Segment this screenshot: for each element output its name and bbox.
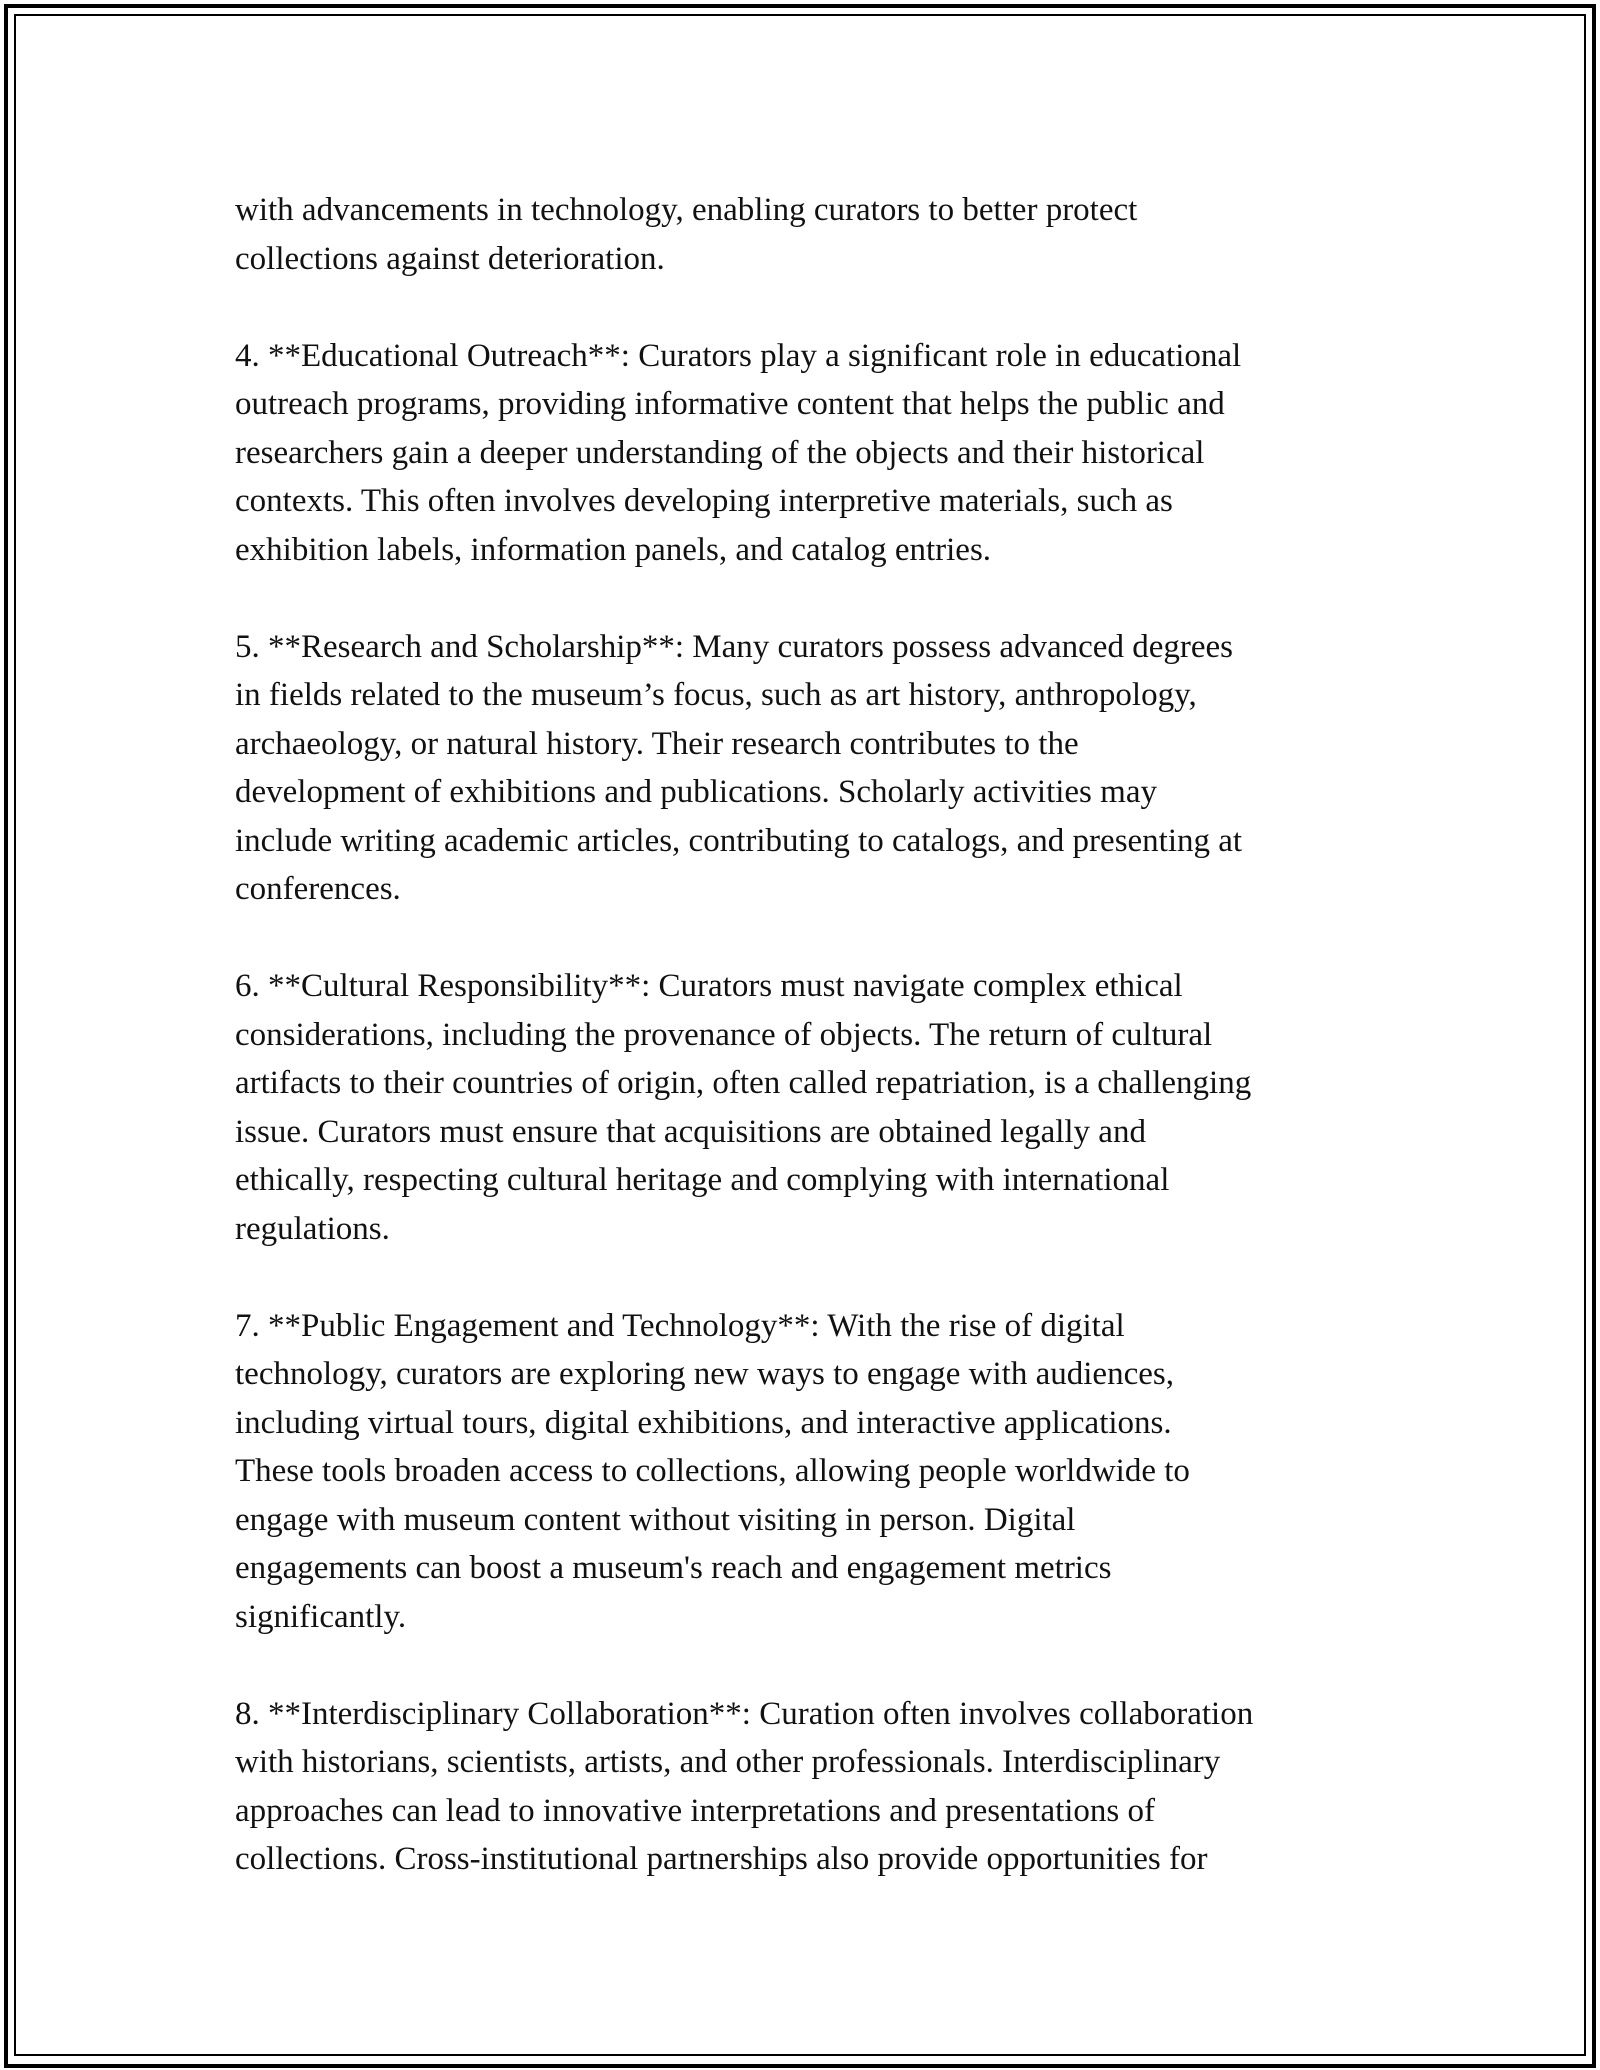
text-line: approaches can lead to innovative interpretations and presentations of bbox=[235, 1792, 1156, 1829]
text-line: artifacts to their countries of origin, often called repatriation, is a challenging bbox=[235, 1065, 1252, 1101]
text-line: 5. **Research and Scholarship**: Many curators possess advanced degrees bbox=[235, 628, 1233, 665]
text-line: contexts. This often involves developing interpretive materials, such as bbox=[235, 483, 1173, 519]
text-line: including virtual tours, digital exhibitions, and interactive applications. bbox=[235, 1404, 1172, 1441]
document-body bbox=[235, 186, 1385, 1884]
text-line: 6. **Cultural Responsibility**: Curators must navigate complex ethical bbox=[235, 968, 1183, 1004]
text-line: considerations, including the provenance of objects. The return of cultural bbox=[235, 1016, 1213, 1053]
text-line: with advancements in technology, enabling curators to better protect bbox=[235, 192, 1138, 228]
text-line: researchers gain a deeper understanding of the objects and their historical bbox=[235, 434, 1205, 471]
text-line: engagements can boost a museum's reach and engagement metrics bbox=[235, 1550, 1112, 1586]
text-line: conferences. bbox=[235, 871, 401, 907]
text-line: include writing academic articles, contributing to catalogs, and presenting at bbox=[235, 822, 1243, 859]
paragraph-cultural-responsibility bbox=[235, 962, 1385, 1253]
paragraph-interdisciplinary-collaboration bbox=[235, 1690, 1385, 1884]
text-line: development of exhibitions and publications. Scholarly activities may bbox=[235, 774, 1157, 810]
paragraph-public-engagement bbox=[235, 1302, 1385, 1642]
text-line: 8. **Interdisciplinary Collaboration**: Curation often involves collaboration bbox=[235, 1695, 1254, 1732]
text-line: collections. Cross-institutional partnerships also provide opportunities for bbox=[235, 1841, 1208, 1877]
text-line: archaeology, or natural history. Their research contributes to the bbox=[235, 725, 1079, 762]
text-line: These tools broaden access to collections, allowing people worldwide to bbox=[235, 1453, 1190, 1489]
text-line: significantly. bbox=[235, 1598, 407, 1635]
text-line: in fields related to the museum’s focus, such as art history, anthropology, bbox=[235, 677, 1197, 713]
text-line: engage with museum content without visiting in person. Digital bbox=[235, 1501, 1076, 1538]
text-line: ethically, respecting cultural heritage and complying with international bbox=[235, 1162, 1170, 1198]
text-line: 4. **Educational Outreach**: Curators play a significant role in educational bbox=[235, 337, 1242, 374]
text-line: issue. Curators must ensure that acquisitions are obtained legally and bbox=[235, 1113, 1146, 1150]
text-line: outreach programs, providing informative content that helps the public and bbox=[235, 386, 1225, 422]
text-line: technology, curators are exploring new ways to engage with audiences, bbox=[235, 1356, 1174, 1392]
text-line: 7. **Public Engagement and Technology**: With the rise of digital bbox=[235, 1307, 1125, 1344]
paragraph-research-scholarship bbox=[235, 623, 1385, 914]
text-line: with historians, scientists, artists, and other professionals. Interdisciplinary bbox=[235, 1744, 1221, 1780]
text-line: regulations. bbox=[235, 1210, 390, 1247]
text-line: exhibition labels, information panels, and catalog entries. bbox=[235, 531, 992, 568]
paragraph-educational-outreach bbox=[235, 332, 1385, 575]
paragraph-continuation bbox=[235, 186, 1385, 283]
text-line: collections against deterioration. bbox=[235, 240, 665, 277]
